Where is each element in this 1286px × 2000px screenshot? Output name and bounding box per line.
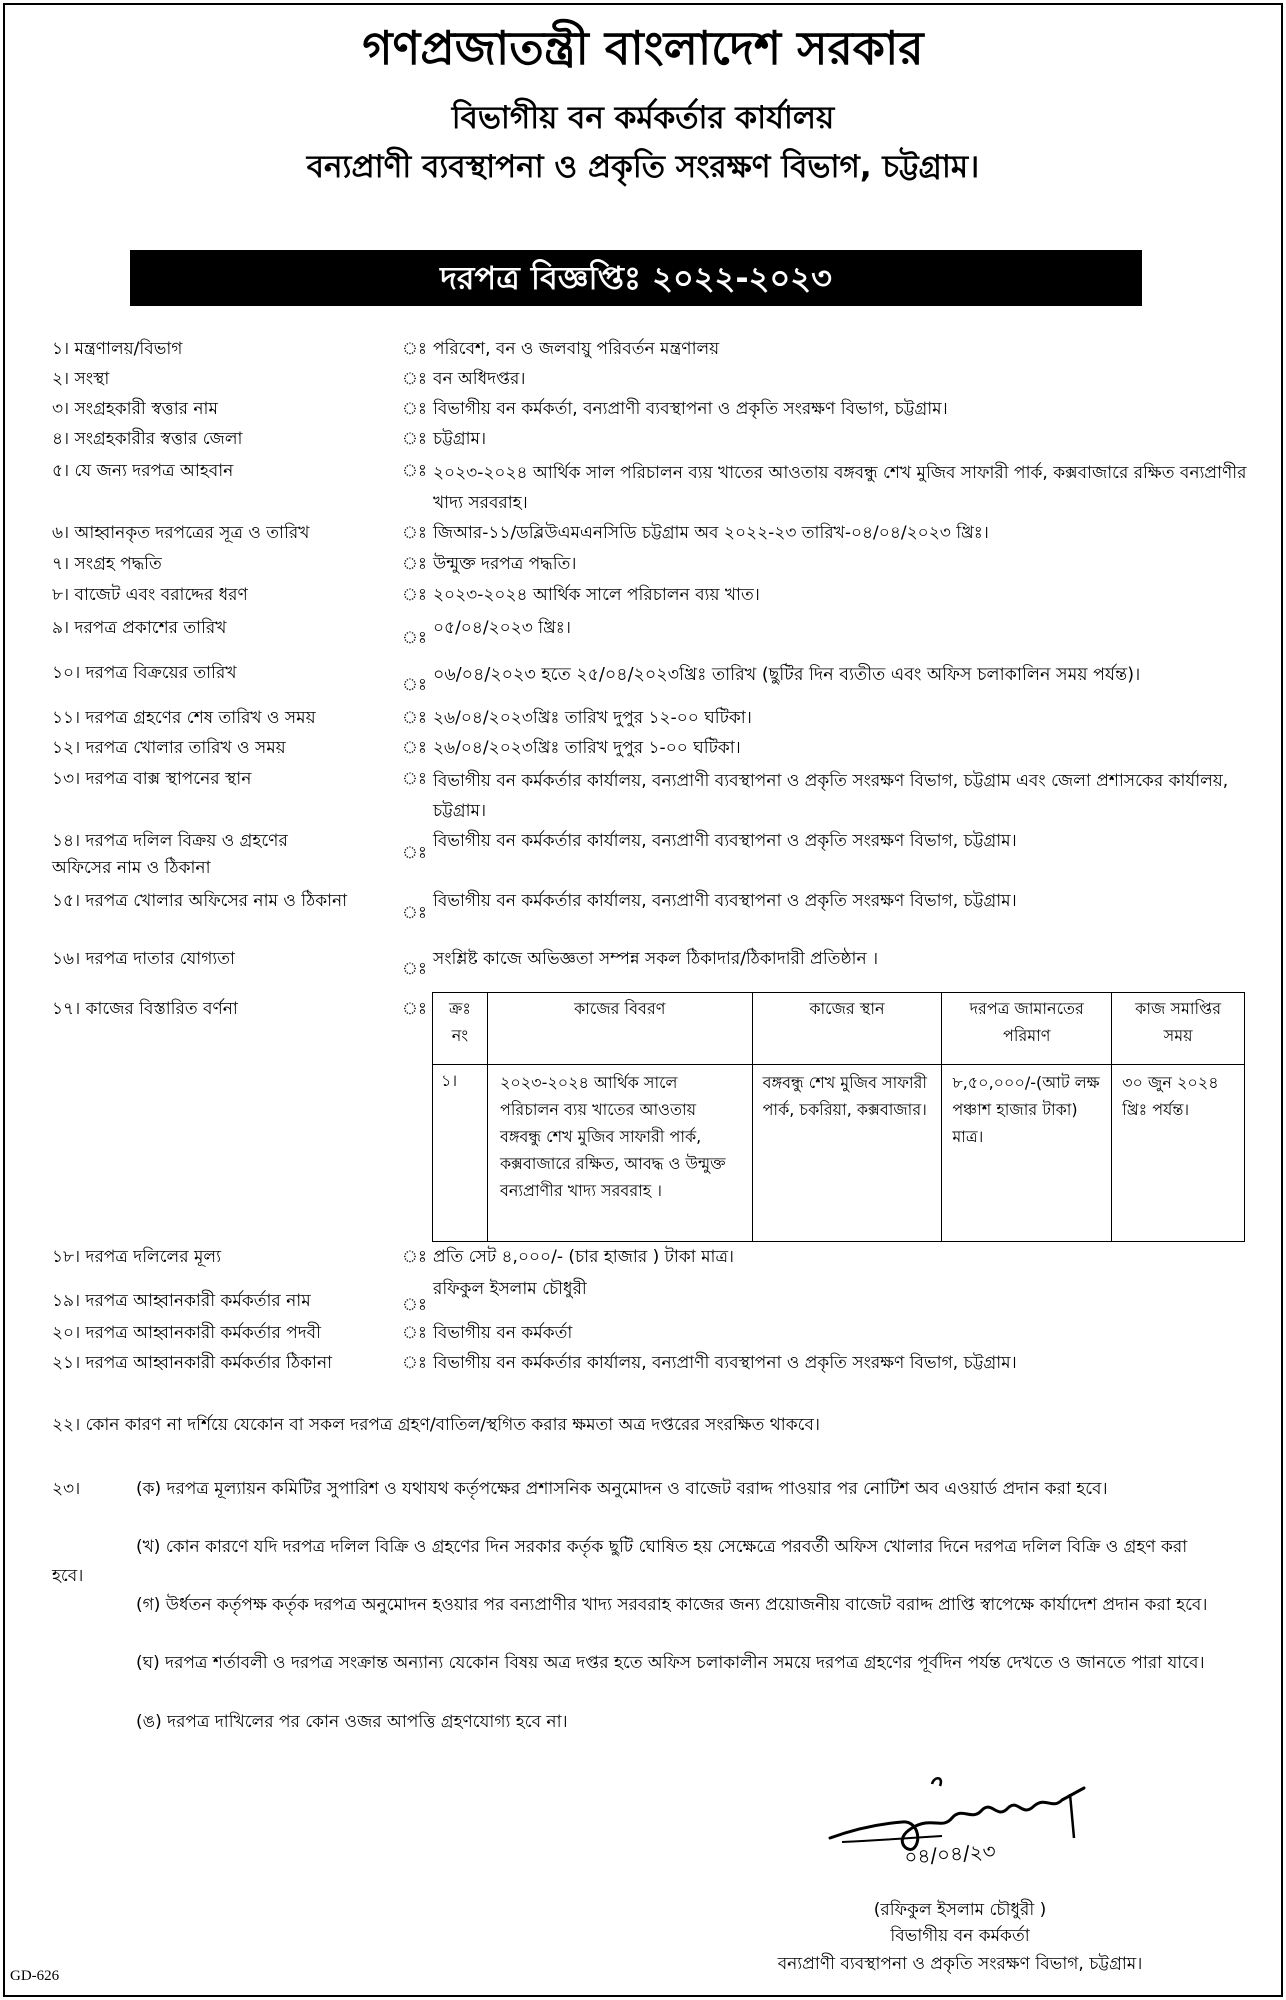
- signature-date: ০৪/০৪/২৩: [903, 1838, 997, 1870]
- item-value: ২০২৩-২০২৪ আর্থিক সালে পরিচালন ব্যয় খাত।: [433, 585, 760, 605]
- item-value: বিভাগীয় বন কর্মকর্তার কার্যালয়, বন্যপ্রাণী ব্যবস্থাপনা ও প্রকৃতি সংরক্ষণ বিভাগ, চট্টগ্রাম এবং জেলা প্রশাসকের কার্যালয়, চট্টগ্রাম।: [433, 771, 1229, 821]
- item-value: বিভাগীয় বন কর্মকর্তা: [433, 1323, 573, 1343]
- notice-banner: দরপত্র বিজ্ঞপ্তিঃ ২০২২-২০২৩: [130, 250, 1142, 306]
- clause-23-ga: (গ) উর্ধতন কর্তৃপক্ষ কর্তৃক দরপত্র অনুমোদন হওয়ার পর বন্যপ্রাণীর খাদ্য সরবরাহ কাজের জন্য প্রয়োজনীয় বাজেট বরাদ্দ প্রাপ্তি স্বাপেক্ষে কার্যাদেশ প্রদান করা হবে।: [136, 1595, 1208, 1615]
- item-colon: ঃ: [402, 903, 427, 923]
- item-value: ২০২৩-২০২৪ আর্থিক সাল পরিচালন ব্যয় খাতের আওতায় বঙ্গবন্ধু শেখ মুজিব সাফারী পার্ক, কক্সবাজারে রক্ষিত বন্যপ্রাণীর খাদ্য সরবরাহ।: [433, 463, 1247, 513]
- clause-23-uma: (ঙ) দরপত্র দাখিলের পর কোন ওজর আপত্তি গ্রহণযোগ্য হবে না।: [136, 1712, 568, 1732]
- table-cell-serial: ১।: [433, 1065, 488, 1242]
- table-cell-completion: ৩০ জুন ২০২৪ খ্রিঃ পর্যন্ত।: [1112, 1065, 1245, 1242]
- column-header: ক্রঃ নং: [433, 993, 488, 1065]
- item-colon: ঃ: [402, 461, 427, 481]
- item-value: ০৬/০৪/২০২৩ হতে ২৫/০৪/২০২৩খ্রিঃ তারিখ (ছুটির দিন ব্যতীত এবং অফিস চলাকালিন সময় পর্যন্ত)।: [433, 665, 1141, 685]
- item-colon: ঃ: [402, 769, 427, 789]
- item-colon: ঃ: [402, 554, 427, 574]
- item-colon: ঃ: [402, 738, 427, 758]
- clause-22: ২২। কোন কারণ না দর্শিয়ে যেকোন বা সকল দরপত্র গ্রহণ/বাতিল/স্থগিত করার ক্ষমতা অত্র দপ্তরের সংরক্ষিত থাকবে।: [52, 1415, 820, 1435]
- item-label: ১৯। দরপত্র আহ্বানকারী কর্মকর্তার নাম: [52, 1291, 311, 1311]
- item-value: বিভাগীয় বন কর্মকর্তার কার্যালয়, বন্যপ্রাণী ব্যবস্থাপনা ও প্রকৃতি সংরক্ষণ বিভাগ, চট্টগ্রাম।: [433, 891, 1017, 911]
- item-value: বন অধিদপ্তর।: [433, 369, 526, 389]
- item-colon: ঃ: [402, 429, 427, 449]
- work-details-table: [432, 992, 1245, 1242]
- item-label: ১২। দরপত্র খোলার তারিখ ও সময়: [52, 738, 286, 758]
- item-label: ২১। দরপত্র আহ্বানকারী কর্মকর্তার ঠিকানা: [52, 1353, 333, 1373]
- item-colon: ঃ: [402, 523, 427, 543]
- item-value: রফিকুল ইসলাম চৌধুরী: [433, 1279, 587, 1299]
- item-label: ৪। সংগ্রহকারীর স্বত্তার জেলা: [52, 429, 243, 449]
- item-value: জিআর-১১/ডব্লিউএমএনসিডি চট্টগ্রাম অব ২০২২-২৩ তারিখ-০৪/০৪/২০২৩ খ্রিঃ।: [433, 523, 989, 543]
- item-colon: ঃ: [402, 1247, 427, 1267]
- table-row: [433, 1065, 1245, 1242]
- item-label: ১৪। দরপত্র দলিল বিক্রয় ও গ্রহণের অফিসের নাম ও ঠিকানা: [52, 831, 288, 878]
- column-header: কাজের স্থান: [752, 993, 942, 1065]
- item-value: প্রতি সেট ৪,০০০/- (চার হাজার ) টাকা মাত্র।: [433, 1247, 735, 1267]
- item-label: ১। মন্ত্রণালয়/বিভাগ: [52, 339, 183, 359]
- column-header: দরপত্র জামানতের পরিমাণ: [942, 993, 1112, 1065]
- clause-23-kha: (খ) কোন কারণে যদি দরপত্র দলিল বিক্রি ও গ্রহণের দিন সরকার কর্তৃক ছুটি ঘোষিত হয় সেক্ষেত্রে পরবর্তী অফিস খোলার দিনে দরপত্র দলিল বিক্রি ও গ্রহণ করা হবে।: [52, 1537, 1188, 1586]
- clause-23-number: ২৩।: [52, 1479, 81, 1499]
- item-label: ৭। সংগ্রহ পদ্ধতি: [52, 554, 162, 574]
- table-cell-description: ২০২৩-২০২৪ আর্থিক সালে পরিচালন ব্যয় খাতের আওতায় বঙ্গবন্ধু শেখ মুজিব সাফারী পার্ক, কক্সবাজারে রক্ষিত, আবদ্ধ ও উন্মুক্ত বন্যপ্রাণীর খাদ্য সরবরাহ ।: [487, 1065, 752, 1242]
- item-colon: ঃ: [402, 708, 427, 728]
- item-colon: ঃ: [402, 339, 427, 359]
- division-name: বন্যপ্রাণী ব্যবস্থাপনা ও প্রকৃতি সংরক্ষণ বিভাগ, চট্টগ্রাম।: [306, 149, 980, 185]
- government-title: গণপ্রজাতন্ত্রী বাংলাদেশ সরকার: [362, 21, 924, 75]
- item-colon: ঃ: [402, 369, 427, 389]
- item-label: ১৮। দরপত্র দলিলের মূল্য: [52, 1247, 222, 1267]
- item-colon: ঃ: [402, 1353, 427, 1373]
- item-value: উন্মুক্ত দরপত্র পদ্ধতি।: [433, 554, 577, 574]
- item-value: চট্টগ্রাম।: [433, 429, 487, 449]
- item-label: ১১। দরপত্র গ্রহণের শেষ তারিখ ও সময়: [52, 708, 316, 728]
- item-value: ২৬/০৪/২০২৩খ্রিঃ তারিখ দুপুর ১-০০ ঘটিকা।: [433, 738, 741, 758]
- office-name: বিভাগীয় বন কর্মকর্তার কার্যালয়: [451, 100, 835, 136]
- signatory-name: (রফিকুল ইসলাম চৌধুরী ): [873, 1900, 1047, 1920]
- item-colon: ঃ: [402, 1295, 427, 1315]
- item-value: বিভাগীয় বন কর্মকর্তার কার্যালয়, বন্যপ্রাণী ব্যবস্থাপনা ও প্রকৃতি সংরক্ষণ বিভাগ, চট্টগ্রাম।: [433, 1353, 1017, 1373]
- table-cell-location: বঙ্গবন্ধু শেখ মুজিব সাফারী পার্ক, চকরিয়া, কক্সবাজার।: [752, 1065, 942, 1242]
- item-label: ৫। যে জন্য দরপত্র আহবান: [52, 461, 234, 481]
- item-label: ২। সংস্থা: [52, 369, 110, 389]
- clause-23-gha: (ঘ) দরপত্র শর্তাবলী ও দরপত্র সংক্রান্ত অন্যান্য যেকোন বিষয় অত্র দপ্তর হতে অফিস চলাকালীন সময়ে দরপত্র গ্রহণের পূর্বদিন পর্যন্ত দেখতে ও জানতে পারা যাবে।: [136, 1653, 1205, 1673]
- item-label: ১৫। দরপত্র খোলার অফিসের নাম ও ঠিকানা: [52, 891, 348, 911]
- item-colon: ঃ: [402, 628, 427, 648]
- clause-23-ka: (ক) দরপত্র মূল্যায়ন কমিটির সুপারিশ ও যথাযথ কর্তৃপক্ষের প্রশাসনিক অনুমোদন ও বাজেট বরাদ্দ পাওয়ার পর নোটিশ অব এওয়ার্ড প্রদান করা হবে।: [136, 1479, 1108, 1499]
- signatory-designation: বিভাগীয় বন কর্মকর্তা: [890, 1926, 1030, 1946]
- item-colon: ঃ: [402, 399, 427, 419]
- item-label: ৬। আহ্বানকৃত দরপত্রের সূত্র ও তারিখ: [52, 523, 310, 543]
- item-value: ২৬/০৪/২০২৩খ্রিঃ তারিখ দুপুর ১২-০০ ঘটিকা।: [433, 708, 752, 728]
- item-value: ০৫/০৪/২০২৩ খ্রিঃ।: [433, 618, 571, 638]
- table-header-row: [433, 993, 1245, 1065]
- signature-mark: [822, 1770, 1102, 1890]
- item-label: ১৭। কাজের বিস্তারিত বর্ণনা: [52, 999, 238, 1019]
- item-label: ৩। সংগ্রহকারী স্বত্তার নাম: [52, 399, 218, 419]
- signatory-office: বন্যপ্রাণী ব্যবস্থাপনা ও প্রকৃতি সংরক্ষণ বিভাগ, চট্টগ্রাম।: [777, 1954, 1143, 1974]
- item-value: পরিবেশ, বন ও জলবায়ু পরিবর্তন মন্ত্রণালয়: [433, 339, 720, 359]
- item-colon: ঃ: [402, 675, 427, 695]
- item-label: ৮। বাজেট এবং বরাদ্দের ধরণ: [52, 585, 248, 605]
- item-colon: ঃ: [402, 999, 427, 1019]
- column-header: কাজের বিবরণ: [487, 993, 752, 1065]
- item-label: ১৩। দরপত্র বাক্স স্থাপনের স্থান: [52, 769, 252, 789]
- item-value: সংশ্লিষ্ট কাজে অভিজ্ঞতা সম্পন্ন সকল ঠিকাদার/ঠিকাদারী প্রতিষ্ঠান ।: [433, 949, 879, 969]
- table-cell-security: ৮,৫০,০০০/-(আট লক্ষ পঞ্চাশ হাজার টাকা) মাত্র।: [942, 1065, 1112, 1242]
- item-label: ১০। দরপত্র বিক্রয়ের তারিখ: [52, 663, 237, 683]
- item-colon: ঃ: [402, 585, 427, 605]
- item-label: ২০। দরপত্র আহ্বানকারী কর্মকর্তার পদবী: [52, 1323, 321, 1343]
- item-value: বিভাগীয় বন কর্মকর্তা, বন্যপ্রাণী ব্যবস্থাপনা ও প্রকৃতি সংরক্ষণ বিভাগ, চট্টগ্রাম।: [433, 399, 948, 419]
- column-header: কাজ সমাপ্তির সময়: [1112, 993, 1245, 1065]
- item-colon: ঃ: [402, 1323, 427, 1343]
- item-value: বিভাগীয় বন কর্মকর্তার কার্যালয়, বন্যপ্রাণী ব্যবস্থাপনা ও প্রকৃতি সংরক্ষণ বিভাগ, চট্টগ্রাম।: [433, 831, 1017, 851]
- item-colon: ঃ: [402, 959, 427, 979]
- item-colon: ঃ: [402, 843, 427, 863]
- item-label: ৯। দরপত্র প্রকাশের তারিখ: [52, 618, 227, 638]
- footer-code: GD-626: [10, 1968, 60, 1984]
- item-label: ১৬। দরপত্র দাতার যোগ্যতা: [52, 949, 235, 969]
